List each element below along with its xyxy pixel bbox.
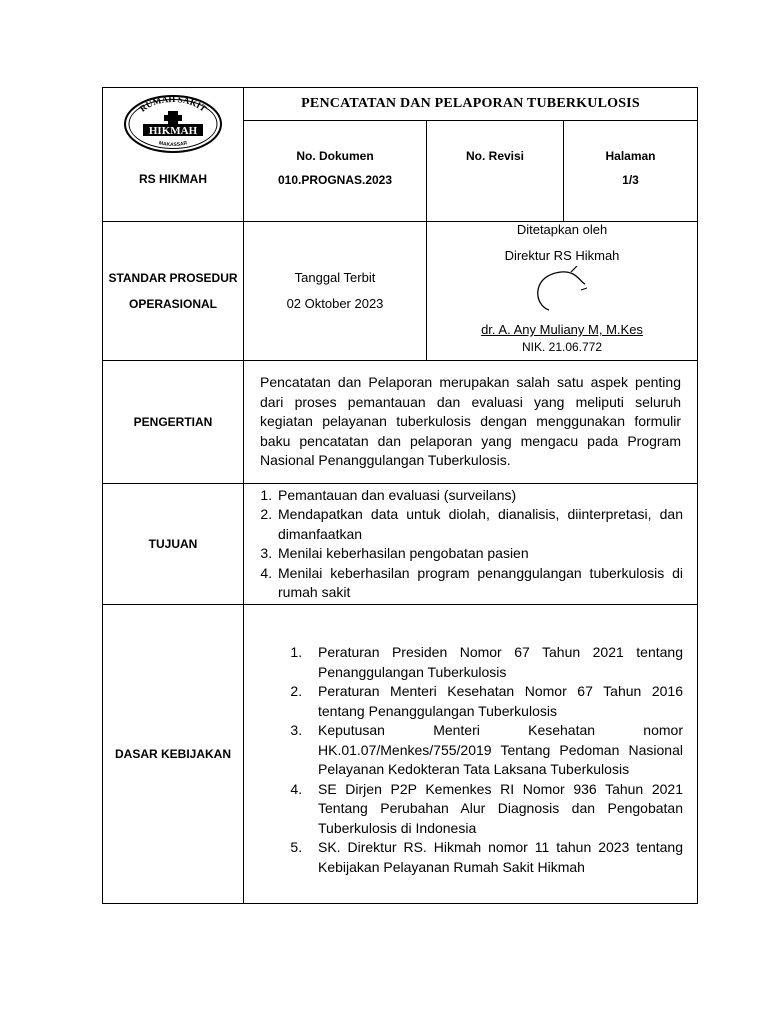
sop-table [102,87,698,904]
document-title: PENCATATAN DAN PELAPORAN TUBERKULOSIS [244,88,698,121]
dasar-list [258,643,683,877]
list-item: 2. Peraturan Menteri Kesehatan Nomor 67 Tahun 2016 tentang Penanggulangan Tuberkulosis [306,682,683,721]
doc-number-value: 010.PROGNAS.2023 [277,173,393,187]
hospital-name: RS HIKMAH [139,172,207,186]
tujuan-content [244,484,698,605]
list-item: 3. Keputusan Menteri Kesehatan nomor HK.01.07/Menkes/755/2019 Tentang Pedoman Nasional Pelayanan Kedokteran Tata Laksana Tuberkulosis [306,721,683,780]
page-value: 1/3 [622,173,639,187]
list-item: 4. SE Dirjen P2P Kemenkes RI Nomor 936 Tahun 2021 Tentang Perubahan Alur Diagnosis dan Pengobatan Tuberkulosis di Indonesia [306,780,683,839]
issue-date-label: Tanggal Terbit [294,270,376,285]
list-item: 2. Mendapatkan data untuk diolah, dianalisis, diinterpretasi, dan dimanfaatkan [276,505,683,544]
dasar-content [244,605,698,904]
doc-number-label: No. Dokumen [296,149,374,163]
approver-name: dr. A. Any Muliany M, M.Kes [481,322,643,337]
signature-image [515,266,605,316]
revision-label: No. Revisi [465,149,525,163]
hospital-logo-cell [103,88,244,222]
sop-label-line1: STANDAR PROSEDUR [108,271,238,285]
issue-date-cell [244,222,427,361]
page-cell [564,121,698,222]
page-label: Halaman [605,149,656,163]
approved-by-label: Ditetapkan oleh [516,222,608,237]
tujuan-label: TUJUAN [103,484,244,605]
approval-cell [427,222,698,361]
list-item: 5. SK. Direktur RS. Hikmah nomor 11 tahun 2023 tentang Kebijakan Pelayanan Rumah Sakit Hikmah [306,838,683,877]
sop-label-line2: OPERASIONAL [128,297,217,311]
pengertian-label: PENGERTIAN [103,361,244,484]
logo-bottom-text: MAKASSAR [158,140,188,149]
dasar-label: DASAR KEBIJAKAN [103,605,244,904]
list-item: 4. Menilai keberhasilan program penanggulangan tuberkulosis di rumah sakit [276,564,683,603]
pengertian-text: Pencatatan dan Pelaporan merupakan salah satu aspek penting dari proses pemantauan dan evaluasi yang meliputi seluruh kegiatan pelayanan tuberkulosis dengan menggunakan formulir baku pencatatan dan pelaporan yang mengacu pada Program Nasional Penanggulangan Tuberkulosis. [260,374,681,469]
revision-cell [427,121,564,222]
logo-main-text: HIKMAH [148,125,198,137]
approver-title: Direktur RS Hikmah [504,248,620,263]
list-item: 1. Pemantauan dan evaluasi (surveilans) [276,486,683,506]
list-item: 3. Menilai keberhasilan pengobatan pasien [276,544,683,564]
approver-nik: NIK. 21.06.772 [521,340,603,354]
tujuan-list [258,486,683,603]
sop-label-cell [103,222,244,361]
doc-number-cell [244,121,427,222]
pengertian-content [244,361,698,484]
logo-top-text: RUMAH SAKIT [137,94,209,114]
svg-text:RUMAH SAKIT [138,94,209,114]
hospital-logo [123,94,223,154]
list-item: 1. Peraturan Presiden Nomor 67 Tahun 2021 tentang Penanggulangan Tuberkulosis [306,643,683,682]
issue-date-value: 02 Oktober 2023 [286,296,384,311]
svg-text:MAKASSAR [158,140,188,148]
